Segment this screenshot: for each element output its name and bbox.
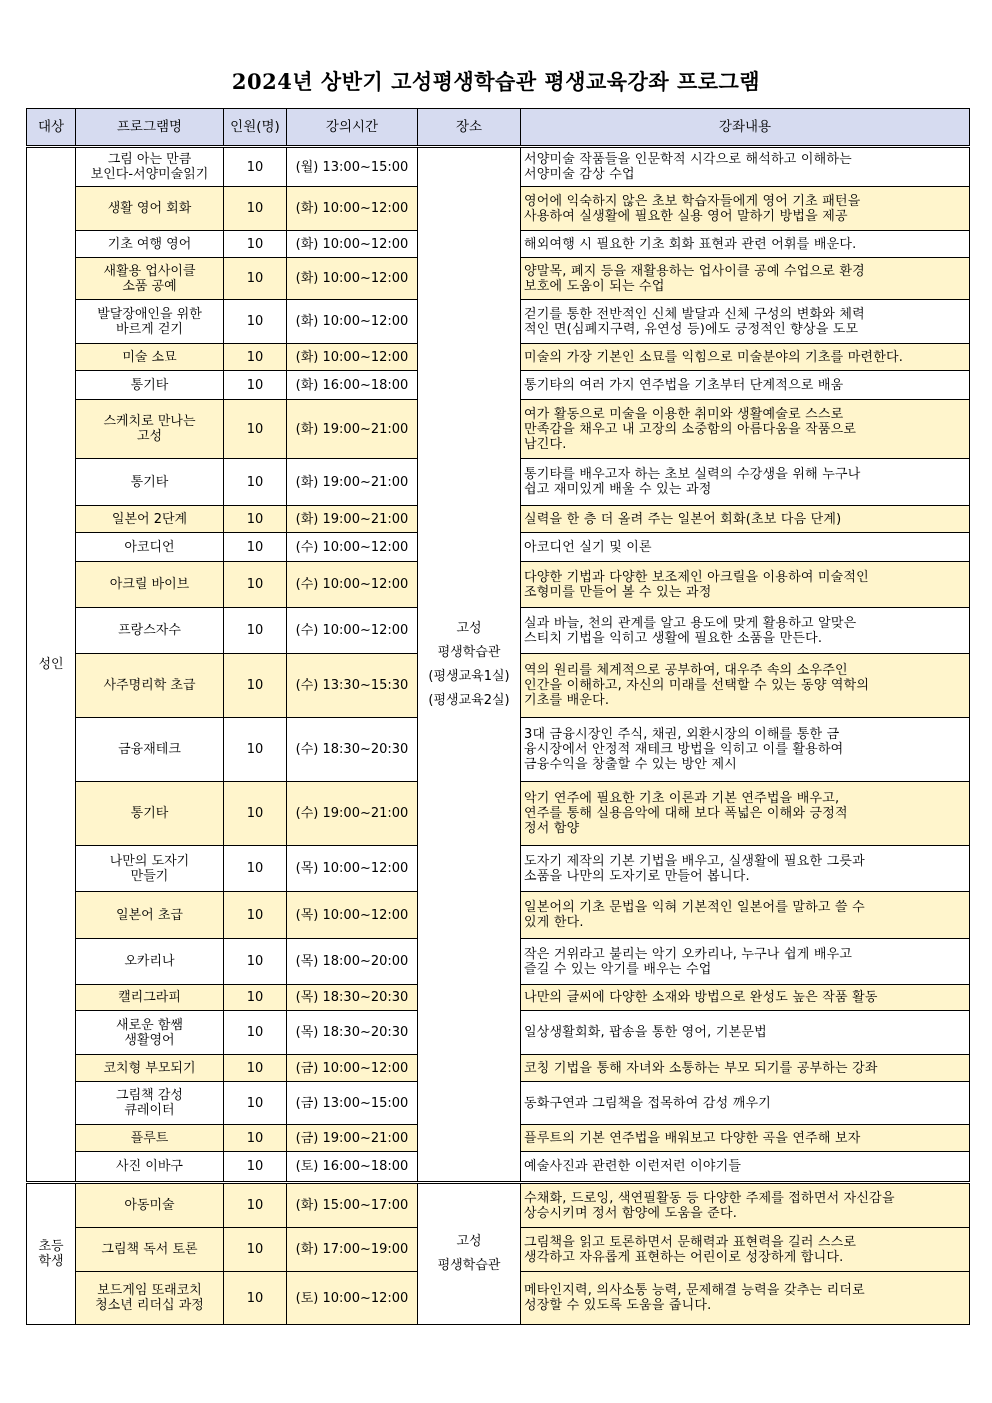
description-line: 융시장에서 안정적 재테크 방법을 익히고 이를 활용하여 — [524, 742, 844, 757]
description-line: 상승시키며 정서 함양에 도움을 준다. — [524, 1205, 738, 1221]
program-name-cell — [76, 371, 224, 400]
class-time-cell: (목) 18:00~20:00 — [287, 939, 418, 985]
description-line: 인간을 이해하고, 자신의 미래를 선택할 수 있는 동양 역학의 — [524, 678, 870, 693]
class-time-cell: (금) 13:00~15:00 — [287, 1082, 418, 1125]
header-row — [27, 109, 970, 147]
description-cell — [521, 1272, 970, 1325]
description-cell — [521, 300, 970, 344]
description-line: 소품을 나만의 도자기로 만들어 봅니다. — [524, 868, 750, 884]
program-name-cell — [76, 400, 224, 459]
program-name-cell — [76, 654, 224, 718]
program-name: 아코디언 — [124, 539, 175, 555]
program-name: 통기타 — [130, 377, 169, 393]
class-time-cell: (수) 10:00~12:00 — [287, 533, 418, 562]
capacity-cell: 10 — [224, 985, 287, 1011]
program-name: 일본어 초급 — [116, 907, 183, 923]
description-cell — [521, 1183, 970, 1228]
program-name-cell — [76, 1183, 224, 1228]
description-line: 쉽고 재미있게 배울 수 있는 과정 — [524, 482, 712, 497]
program-name: 아크릴 바이브 — [109, 577, 190, 592]
class-time-cell: (화) 19:00~21:00 — [287, 459, 418, 506]
description-cell — [521, 654, 970, 718]
capacity-cell: 10 — [224, 1055, 287, 1082]
description-line: 성장할 수 있도록 도움을 줍니다. — [524, 1298, 712, 1313]
class-time-cell: (수) 10:00~12:00 — [287, 608, 418, 654]
description-line: 보호에 도움이 되는 수업 — [524, 278, 665, 294]
description-cell — [521, 506, 970, 533]
capacity-cell: 10 — [224, 300, 287, 344]
capacity-cell: 10 — [224, 1011, 287, 1055]
capacity-cell: 10 — [224, 459, 287, 506]
capacity-cell: 10 — [224, 782, 287, 846]
place-line: (평생교육2실) — [428, 692, 510, 708]
program-name-cell — [76, 608, 224, 654]
description-cell — [521, 608, 970, 654]
description-cell — [521, 1082, 970, 1125]
program-table — [26, 108, 970, 1325]
header-capacity: 인원(명) — [224, 109, 287, 147]
capacity-cell: 10 — [224, 654, 287, 718]
description-line: 적인 면(심폐지구력, 유연성 등)에도 긍정적인 향상을 도모 — [524, 321, 859, 337]
program-name-cell — [76, 300, 224, 344]
program-name-cell — [76, 187, 224, 231]
class-time-cell: (목) 10:00~12:00 — [287, 892, 418, 939]
program-name: 스케치로 만나는 — [103, 414, 196, 429]
description-line: 메타인지력, 의사소통 능력, 문제해결 능력을 갖추는 리더로 — [524, 1283, 865, 1298]
description-line: 일상생활회화, 팝송을 통한 영어, 기본문법 — [524, 1025, 767, 1040]
class-time-cell: (화) 19:00~21:00 — [287, 400, 418, 459]
description-line: 서양미술 감상 수업 — [524, 167, 635, 182]
program-name-cell — [76, 1011, 224, 1055]
program-name-cell — [76, 985, 224, 1011]
description-cell — [521, 939, 970, 985]
capacity-cell: 10 — [224, 1228, 287, 1272]
target-group-cell — [27, 147, 76, 1183]
description-cell — [521, 533, 970, 562]
program-name-cell — [76, 506, 224, 533]
description-cell — [521, 147, 970, 187]
capacity-cell: 10 — [224, 608, 287, 654]
capacity-cell: 10 — [224, 562, 287, 608]
program-name-cell — [76, 718, 224, 782]
description-line: 실과 바늘, 천의 관계를 알고 용도에 맞게 활용하고 알맞은 — [524, 615, 857, 631]
description-line: 역의 원리를 체계적으로 공부하여, 대우주 속의 소우주인 — [524, 663, 848, 678]
description-cell — [521, 1228, 970, 1272]
table-row — [27, 147, 970, 187]
description-line: 금융수익을 창출할 수 있는 방안 제시 — [524, 757, 738, 772]
description-line: 생각하고 자유롭게 표현하는 어린이로 성장하게 합니다. — [524, 1249, 844, 1265]
header-class-time: 강의시간 — [287, 109, 418, 147]
program-name: 통기타 — [130, 806, 169, 821]
class-time-cell: (화) 10:00~12:00 — [287, 231, 418, 258]
program-name: 사진 이바구 — [116, 1159, 183, 1174]
description-line: 연주를 통해 실용음악에 대해 보다 폭넓은 이해와 긍정적 — [524, 806, 848, 821]
description-cell — [521, 371, 970, 400]
place-cell — [418, 1183, 521, 1325]
description-cell — [521, 1011, 970, 1055]
class-time-cell: (목) 10:00~12:00 — [287, 846, 418, 892]
class-time-cell: (월) 13:00~15:00 — [287, 147, 418, 187]
description-line: 통기타의 여러 가지 연주법을 기초부터 단계적으로 배움 — [524, 377, 844, 393]
description-line: 일본어의 기초 문법을 익혀 기본적인 일본어를 말하고 쓸 수 — [524, 900, 865, 915]
capacity-cell: 10 — [224, 533, 287, 562]
program-name-cell — [76, 1082, 224, 1125]
description-cell — [521, 459, 970, 506]
program-name-cell — [76, 892, 224, 939]
place-line: 고성 — [456, 1234, 482, 1249]
class-time-cell: (토) 10:00~12:00 — [287, 1272, 418, 1325]
description-cell — [521, 718, 970, 782]
place-line: 고성 — [456, 620, 482, 636]
description-line: 다양한 기법과 다양한 보조제인 아크릴을 이용하여 미술적인 — [524, 569, 869, 585]
capacity-cell: 10 — [224, 187, 287, 231]
program-name: 캘리그라피 — [118, 990, 181, 1005]
description-line: 사용하여 실생활에 필요한 실용 영어 말하기 방법을 제공 — [524, 208, 848, 224]
target-group-cell — [27, 1183, 76, 1325]
class-time-cell: (화) 10:00~12:00 — [287, 300, 418, 344]
program-name: 보드게임 또래코치 — [97, 1283, 202, 1298]
program-name: 미술 소묘 — [122, 349, 177, 365]
program-name-cell — [76, 1272, 224, 1325]
table-row — [27, 1183, 970, 1228]
class-time-cell: (화) 10:00~12:00 — [287, 344, 418, 371]
program-name: 나만의 도자기 — [109, 853, 190, 869]
program-name: 기초 여행 영어 — [107, 236, 192, 252]
class-time-cell: (화) 15:00~17:00 — [287, 1183, 418, 1228]
description-line: 여가 활동으로 미술을 이용한 취미와 생활예술로 스스로 — [524, 406, 844, 422]
description-line: 스티치 기법을 익히고 생활에 필요한 소품을 만든다. — [524, 630, 823, 646]
class-time-cell: (화) 10:00~12:00 — [287, 187, 418, 231]
description-line: 서양미술 작품들을 인문학적 시각으로 해석하고 이해하는 — [524, 152, 852, 167]
description-cell — [521, 187, 970, 231]
program-name: 만들기 — [130, 868, 169, 884]
program-name-cell — [76, 562, 224, 608]
capacity-cell: 10 — [224, 939, 287, 985]
program-name: 그림책 독서 토론 — [101, 1242, 198, 1257]
description-cell — [521, 985, 970, 1011]
program-name-cell — [76, 1152, 224, 1183]
description-cell — [521, 344, 970, 371]
program-name-cell — [76, 147, 224, 187]
header-target: 대상 — [27, 109, 76, 147]
program-name-cell — [76, 1055, 224, 1082]
place-line: (평생교육1실) — [428, 668, 510, 684]
description-cell — [521, 782, 970, 846]
description-cell — [521, 846, 970, 892]
program-name: 그림 아는 만큼 — [107, 152, 192, 167]
capacity-cell: 10 — [224, 718, 287, 782]
description-line: 있게 한다. — [524, 915, 584, 930]
description-line: 영어에 익숙하지 않은 초보 학습자들에게 영어 기초 패턴을 — [524, 193, 861, 209]
description-line: 남긴다. — [524, 436, 567, 452]
description-line: 나만의 글씨에 다양한 소재와 방법으로 완성도 높은 작품 활동 — [524, 990, 878, 1005]
program-name-cell — [76, 846, 224, 892]
class-time-cell: (금) 10:00~12:00 — [287, 1055, 418, 1082]
class-time-cell: (수) 18:30~20:30 — [287, 718, 418, 782]
capacity-cell: 10 — [224, 506, 287, 533]
description-line: 아코디언 실기 및 이론 — [524, 539, 652, 555]
description-line: 그림책을 읽고 토론하면서 문해력과 표현력을 길러 스스로 — [524, 1234, 857, 1250]
page-title: 2024년 상반기 고성평생학습관 평생교육강좌 프로그램 — [231, 69, 761, 94]
description-cell — [521, 1152, 970, 1183]
program-name: 생활 영어 회화 — [107, 201, 192, 216]
program-name: 보인다-서양미술읽기 — [90, 167, 209, 182]
description-line: 예술사진과 관련한 이런저런 이야기들 — [524, 1159, 742, 1174]
description-line: 양말목, 폐지 등을 재활용하는 업사이클 공예 수업으로 환경 — [524, 263, 865, 279]
target-group-label: 성인 — [38, 657, 64, 672]
header-place: 장소 — [418, 109, 521, 147]
program-name: 코치형 부모되기 — [103, 1060, 196, 1076]
description-line: 작은 거위라고 불리는 악기 오카리나, 누구나 쉽게 배우고 — [524, 946, 853, 962]
capacity-cell: 10 — [224, 400, 287, 459]
target-group-label: 초등 — [38, 1239, 64, 1254]
description-line: 만족감을 채우고 내 고장의 소중함의 아름다움을 작품으로 — [524, 421, 857, 437]
program-name-cell — [76, 533, 224, 562]
capacity-cell: 10 — [224, 1125, 287, 1152]
header-program-name: 프로그램명 — [76, 109, 224, 147]
program-name: 일본어 2단계 — [111, 511, 188, 527]
class-time-cell: (금) 19:00~21:00 — [287, 1125, 418, 1152]
place-line: 평생학습관 — [437, 644, 501, 660]
description-line: 해외여행 시 필요한 기초 회화 표현과 관련 어휘를 배운다. — [524, 236, 857, 252]
class-time-cell: (화) 10:00~12:00 — [287, 258, 418, 300]
capacity-cell: 10 — [224, 1183, 287, 1228]
capacity-cell: 10 — [224, 1152, 287, 1183]
description-line: 3대 금융시장인 주식, 채권, 외환시장의 이해를 통한 금 — [524, 727, 840, 742]
program-name-cell — [76, 258, 224, 300]
description-line: 즐길 수 있는 악기를 배우는 수업 — [524, 961, 712, 977]
program-name: 프랑스자수 — [118, 623, 181, 638]
program-name: 새로운 함쌤 — [116, 1017, 183, 1033]
class-time-cell: (화) 16:00~18:00 — [287, 371, 418, 400]
capacity-cell: 10 — [224, 231, 287, 258]
program-name: 발달장애인을 위한 — [97, 306, 202, 322]
program-name: 오카리나 — [124, 954, 175, 969]
program-name-cell — [76, 1228, 224, 1272]
capacity-cell: 10 — [224, 846, 287, 892]
class-time-cell: (토) 16:00~18:00 — [287, 1152, 418, 1183]
program-name: 청소년 리더십 과정 — [95, 1298, 204, 1313]
class-time-cell: (수) 13:30~15:30 — [287, 654, 418, 718]
capacity-cell: 10 — [224, 892, 287, 939]
description-cell — [521, 892, 970, 939]
program-name: 생활영어 — [124, 1032, 175, 1048]
program-name-cell — [76, 344, 224, 371]
program-name: 금융재테크 — [118, 742, 181, 757]
description-line: 코칭 기법을 통해 자녀와 소통하는 부모 되기를 공부하는 강좌 — [524, 1060, 878, 1076]
description-line: 수채화, 드로잉, 색연필활동 등 다양한 주제를 접하면서 자신감을 — [524, 1190, 895, 1206]
class-time-cell: (화) 19:00~21:00 — [287, 506, 418, 533]
program-name-cell — [76, 939, 224, 985]
description-cell — [521, 562, 970, 608]
program-name-cell — [76, 231, 224, 258]
class-time-cell: (화) 17:00~19:00 — [287, 1228, 418, 1272]
header-description: 강좌내용 — [521, 109, 970, 147]
program-name-cell — [76, 782, 224, 846]
description-line: 도자기 제작의 기본 기법을 배우고, 실생활에 필요한 그릇과 — [524, 853, 865, 869]
capacity-cell: 10 — [224, 147, 287, 187]
description-line: 통기타를 배우고자 하는 초보 실력의 수강생을 위해 누구나 — [524, 467, 861, 482]
program-name: 그림책 감성 — [116, 1088, 183, 1103]
description-cell — [521, 1055, 970, 1082]
capacity-cell: 10 — [224, 371, 287, 400]
place-line: 평생학습관 — [437, 1258, 501, 1273]
capacity-cell: 10 — [224, 258, 287, 300]
description-line: 걷기를 통한 전반적인 신체 발달과 신체 구성의 변화와 체력 — [524, 306, 865, 322]
description-line: 동화구연과 그림책을 접목하여 감성 깨우기 — [524, 1095, 771, 1111]
program-name-cell — [76, 1125, 224, 1152]
capacity-cell: 10 — [224, 1272, 287, 1325]
program-name: 통기타 — [130, 474, 169, 490]
program-name: 큐레이터 — [124, 1103, 175, 1118]
program-name: 사주명리학 초급 — [103, 678, 196, 693]
description-line: 실력을 한 층 더 올려 주는 일본어 회화(초보 다음 단계) — [524, 511, 842, 527]
description-line: 악기 연주에 필요한 기초 이론과 기본 연주법을 배우고, — [524, 791, 840, 806]
description-cell — [521, 400, 970, 459]
program-name-cell — [76, 459, 224, 506]
description-line: 미술의 가장 기본인 소묘를 익힘으로 미술분야의 기초를 마련한다. — [524, 349, 904, 365]
description-cell — [521, 231, 970, 258]
class-time-cell: (목) 18:30~20:30 — [287, 985, 418, 1011]
target-group-label: 학생 — [38, 1254, 64, 1269]
program-name: 새활용 업사이클 — [103, 263, 196, 279]
description-line: 플루트의 기본 연주법을 배워보고 다양한 곡을 연주해 보자 — [524, 1130, 861, 1146]
description-cell — [521, 1125, 970, 1152]
description-cell — [521, 258, 970, 300]
capacity-cell: 10 — [224, 1082, 287, 1125]
class-time-cell: (수) 19:00~21:00 — [287, 782, 418, 846]
program-name: 아동미술 — [124, 1198, 175, 1213]
capacity-cell: 10 — [224, 344, 287, 371]
class-time-cell: (수) 10:00~12:00 — [287, 562, 418, 608]
description-line: 기초를 배운다. — [524, 693, 610, 708]
description-line: 정서 함양 — [524, 821, 580, 836]
class-time-cell: (목) 18:30~20:30 — [287, 1011, 418, 1055]
description-line: 조형미를 만들어 볼 수 있는 과정 — [524, 584, 712, 600]
program-name: 플루트 — [130, 1130, 169, 1146]
program-name: 바르게 걷기 — [116, 321, 183, 337]
place-cell — [418, 147, 521, 1183]
program-name: 소품 공예 — [122, 278, 177, 294]
program-name: 고성 — [136, 429, 163, 444]
